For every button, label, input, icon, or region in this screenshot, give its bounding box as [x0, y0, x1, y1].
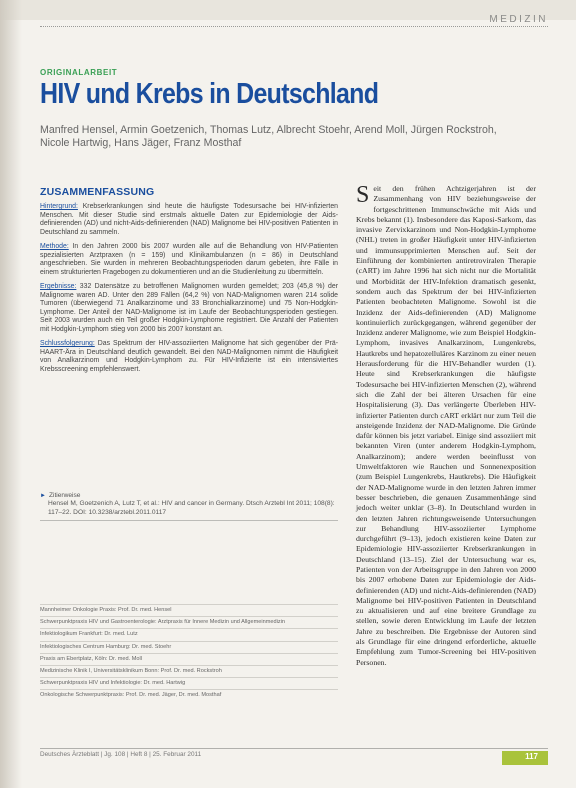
drop-cap: S [356, 182, 370, 208]
citation-heading [40, 492, 338, 500]
abstract-results [40, 283, 338, 334]
triangle-bullet-icon: ► [40, 493, 46, 499]
citation-label: Zitierweise [48, 492, 81, 499]
author-list: Manfred Hensel, Armin Goetzenich, Thomas Lutz, Albrecht Stoehr, Arend Moll, Jürgen Rockstroh, Nicole Hartwig, Hans Jäger, Franz Mosthaf [40, 124, 497, 149]
abstract-methods-label: Methode: [40, 243, 69, 250]
affiliation-line: Schwerpunktpraxis HIV und Infektiologie: Dr. med. Hartwig [40, 677, 338, 689]
abstract-background-label: Hintergrund: [40, 203, 78, 210]
affiliation-line: Praxis am Ebertplatz, Köln: Dr. med. Moll [40, 653, 338, 665]
abstract-results-label: Ergebnisse: [40, 283, 77, 290]
affiliation-line: Infektiologikum Frankfurt: Dr. med. Lutz [40, 628, 338, 640]
affiliation-list [40, 604, 338, 702]
abstract-conclusion [40, 340, 338, 374]
citation-block [40, 492, 338, 517]
affiliation-line: Infektiologisches Centrum Hamburg: Dr. med. Stoehr [40, 641, 338, 653]
citation-text: Hensel M, Goetzenich A, Lutz T, et al.: HIV and cancer in Germany. Dtsch Arztebl Int 2011; 108(8): 117–22. DOI: 10.3238/arztebl.2011.0117 [48, 500, 335, 516]
journal-footer: Deutsches Ärzteblatt | Jg. 108 | Heft 8 | 25. Februar 2011 [40, 751, 202, 758]
article-title: HIV und Krebs in Deutschland [40, 78, 379, 110]
abstract-heading: ZUSAMMENFASSUNG [40, 186, 155, 198]
scan-shadow [0, 0, 22, 788]
page-footer [40, 748, 548, 761]
abstract-conclusion-label: Schlussfolgerung: [40, 340, 95, 347]
section-label: MEDIZIN [489, 14, 548, 25]
abstract-divider [40, 520, 338, 521]
affiliation-line: Onkologische Schwerpunktpraxis: Prof. Dr. med. Jäger, Dr. med. Mosthaf [40, 689, 338, 701]
page-number: 117 [525, 752, 538, 761]
abstract-conclusion-text: Das Spektrum der HIV-assoziierten Malignome hat sich gegenüber der Prä-HAART-Ära in Deutschland deutlich gewandelt. Bei den NAD-Malignomen nimmt die Häufigkeit von Analkarzinom und Hodgkin-Lymphom zu. Für HIV-Infizierte ist ein intensiviertes Krebsscreening empfehlenswert. [40, 340, 338, 373]
abstract-results-text: 332 Datensätze zu betroffenen Malignomen wurden gemeldet; 203 (45,8 %) der Malignome waren AD. Unter den 289 Fällen (64,2 %) von NAD-Malignomen waren 214 solide Tumoren (überwiegend 71 Analkarzinome und 33 Bronchialkarzinome) und 75 Non-Hodgkin-Lymphome. Der Anteil der NAD-Malignome ist im Laufe der Beobachtungsperioden gestiegen. Seit 2003 wurden auch ein Teil großer Hodgkin-Lymphome registriert. Die Anzahl der Patienten mit Hodgkin-Lymphom stieg von 2000 bis 2007 konstant an. [40, 283, 338, 333]
abstract-methods [40, 243, 338, 277]
abstract-box [40, 186, 338, 380]
header-rule [40, 26, 548, 27]
body-paragraph: eit den frühen Achtzigerjahren ist der Zusammenhang von HIV beziehungsweise der fortgeschrittenen Immunschwäche mit Aids und Krebs bekannt (1). Insbesondere das Kaposi-Sarkom, das invasive Zervixkarzinom und Non-Hodgkin-Lymphome (NHL) treten in großer Häufigkeit unter HIV-infizierten und immunsupprimierten Menschen auf. Seit der Einführung der kombinierten antiretroviralen Therapie (cART) im Jahre 1996 hat sich nicht nur die Mortalität und Morbidität der HIV-Infektion dramatisch gesenkt, sondern auch das Spektrum der bei HIV-infizierten Patienten beobachteten Malignome. Sowohl ist die Inzidenz der Aids-definierenden (AD) Malignome kontinuierlich zurückgegangen, während gegenüber der Inzidenz anderer Malignome, wie zum Beispiel Hodgkin-Lymphom, invasives Analkarzinom, Lungenkrebs, Hautkrebs und hepatozelluläres Karzinom zu einer neuen Herausforderung für die HIV-Behandler wurden (1). Heute sind Krebserkrankungen die häufigste Todesursache bei HIV-infizierten Menschen (2), während sich die Zahl der bei älteren Ursachen für eine Hospitalisierung (3). Das verlängerte Überleben HIV-infizierter Patienten durch cART erklärt nur zum Teil die ansteigende Inzidenz der NAD-Malignome. Die Gründe dafür können bis jetzt variabel. Einige sind assoziiert mit bekannten Viren (unter anderem Hodgkin-Lymphom, Analkarzinom); andere werden beeinflusst von Umweltfaktoren wie Rauchen und Sonnenexposition (zum Beispiel Lungenkrebs, Hautkrebs). Die Häufigkeit der NAD-Malignome wurde in den letzten Jahren immer besser beschrieben, die genauen Zusammenhänge sind jedoch weiter unklar (3–8). In Deutschland wurden in den letzten Jahren richtungsweisende Untersuchungen zur Behandlung HIV-assoziierter Lymphome durchgeführt (9–13), jedoch existieren keine Daten zur Epidemiologie HIV-assoziierter Krebserkrankungen in Deutschland (13–15). Ziel der Untersuchung war es, Patienten von der Arbeitsgruppe in den Jahren von 2000 bis 2007 erhobene Daten zur Epidemiologie der Aids-definierenden (AD) und nicht-Aids-definierenden (NAD) Malignome bei HIV-positiven Patienten in Deutschland zu aktualisieren und auf eine breitere Grundlage zu stellen, sowie deren Entwicklung im Laufe der letzten Jahre zu beschreiben. Die Ergebnisse der Autoren sind als Grundlage für eine dringend erforderliche, aktuelle Empfehlung zum Tumor-Screening bei HIV-positiven Personen. [356, 184, 536, 667]
abstract-background [40, 203, 338, 237]
affiliation-line: Schwerpunktpraxis HIV und Gastroenterologie: Arztpraxis für Innere Medizin und Allgemeinmedizin [40, 616, 338, 628]
body-text-column [356, 184, 536, 668]
affiliation-line: Mannheimer Onkologie Praxis: Prof. Dr. med. Hensel [40, 604, 338, 616]
abstract-background-text: Krebserkrankungen sind heute die häufigste Todesursache bei HIV-infizierten Menschen. Mit dieser Studie sind erstmals aktuelle Daten zur Epidemiologie der Aids-definierenden (AD) und nicht-Aids-definierenden (NAD) Malignome bei HIV-positiven Patienten in Deutschland zu sammeln. [40, 203, 339, 236]
article-kicker: ORIGINALARBEIT [40, 68, 118, 77]
abstract-methods-text: In den Jahren 2000 bis 2007 wurden alle auf die Behandlung von HIV-Patienten spezialisierten Arztpraxen (n = 159) und Klinikambulanzen (n = 86) in Deutschland angeschrieben. Sie wurden in mehreren Beobachtungsperioden darum gebeten, ihre Fälle in einem strukturierten Fragebogen zu dokumentieren und an die Studienleitung zu übermitteln. [40, 243, 339, 276]
affiliation-line: Medizinische Klinik I, Universitätsklinikum Bonn: Prof. Dr. med. Rockstroh [40, 665, 338, 677]
